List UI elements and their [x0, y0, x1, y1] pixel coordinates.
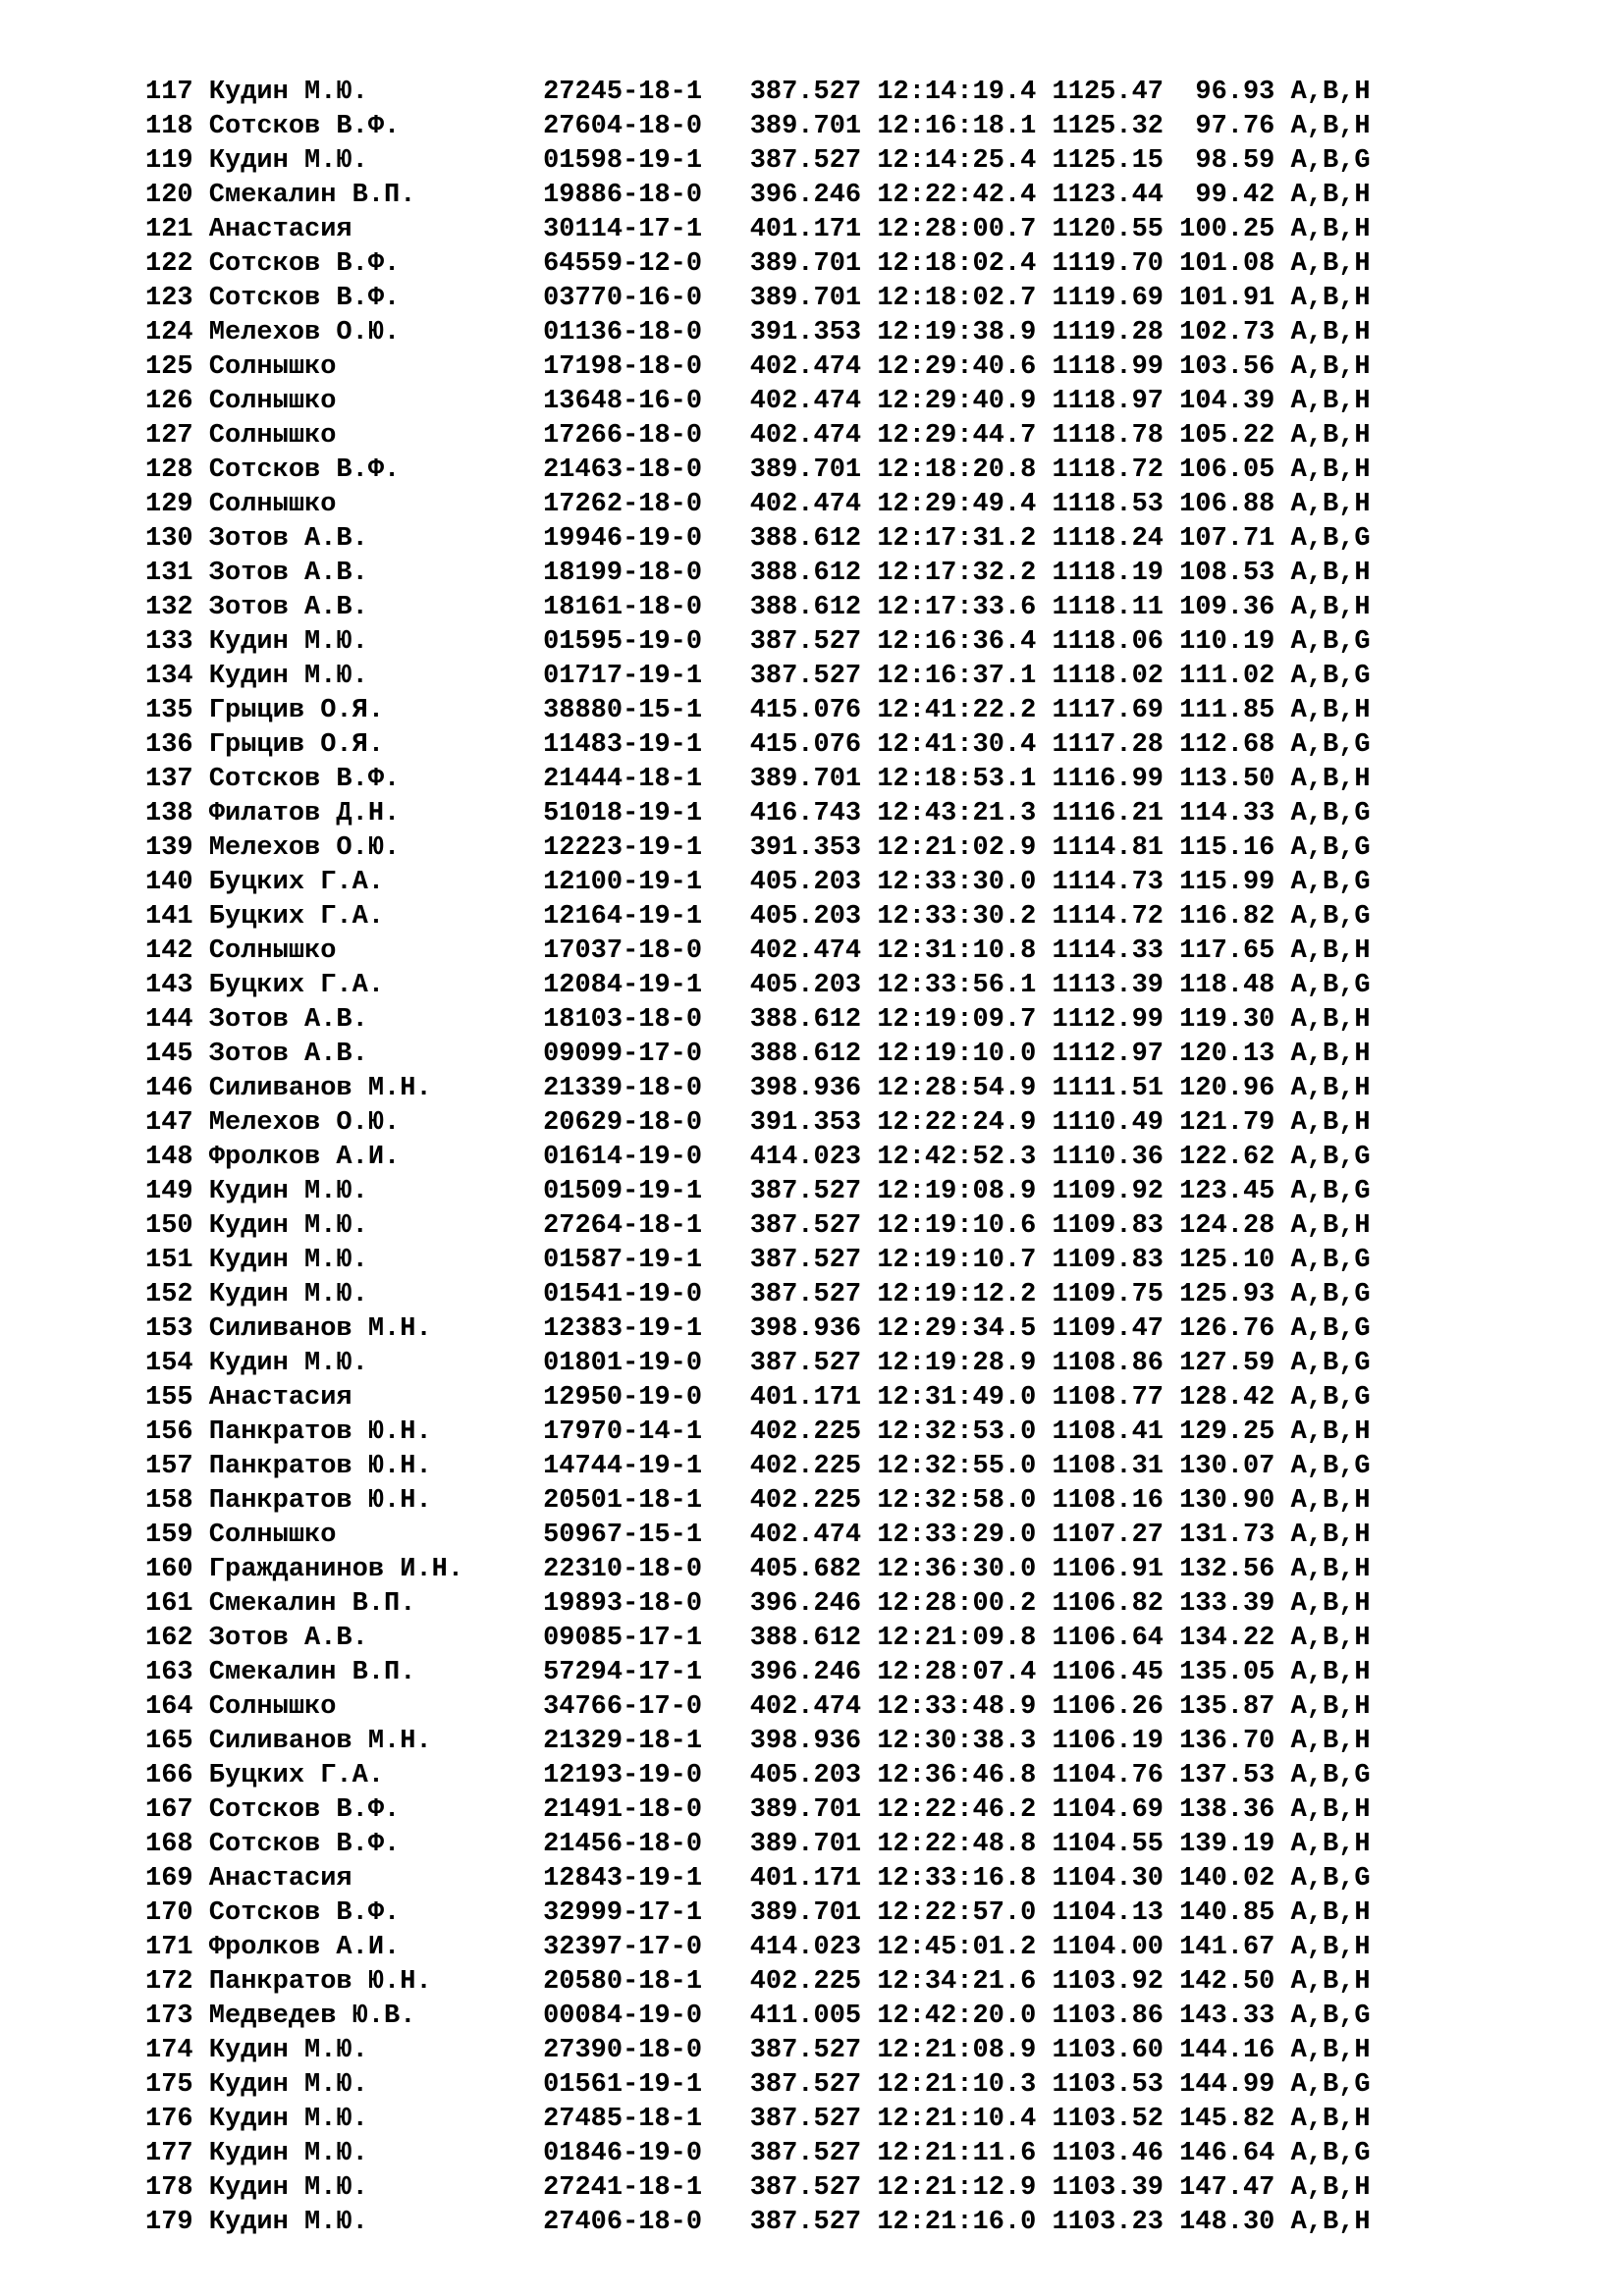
table-row: 158 Панкратов Ю.Н. 20501-18-1 402.225 12:32:58.0 1108.16 130.90 A,B,H: [145, 1486, 1371, 1516]
table-row: 172 Панкратов Ю.Н. 20580-18-1 402.225 12:34:21.6 1103.92 142.50 A,B,H: [145, 1967, 1371, 1997]
table-row: 142 Солнышко 17037-18-0 402.474 12:31:10.8 1114.33 117.65 A,B,H: [145, 936, 1371, 966]
table-row: 122 Сотсков В.Ф. 64559-12-0 389.701 12:18:02.4 1119.70 101.08 A,B,H: [145, 249, 1371, 279]
table-row: 146 Силиванов М.Н. 21339-18-0 398.936 12:28:54.9 1111.51 120.96 A,B,H: [145, 1074, 1371, 1103]
table-row: 152 Кудин М.Ю. 01541-19-0 387.527 12:19:12.2 1109.75 125.93 A,B,G: [145, 1280, 1371, 1309]
table-row: 153 Силиванов М.Н. 12383-19-1 398.936 12:29:34.5 1109.47 126.76 A,B,G: [145, 1314, 1371, 1344]
table-row: 173 Медведев Ю.В. 00084-19-0 411.005 12:42:20.0 1103.86 143.33 A,B,G: [145, 2002, 1371, 2031]
table-row: 126 Солнышко 13648-16-0 402.474 12:29:40.9 1118.97 104.39 A,B,H: [145, 387, 1371, 416]
table-row: 133 Кудин М.Ю. 01595-19-0 387.527 12:16:36.4 1118.06 110.19 A,B,G: [145, 627, 1371, 657]
table-row: 121 Анастасия 30114-17-1 401.171 12:28:00.7 1120.55 100.25 A,B,H: [145, 215, 1371, 244]
table-row: 140 Буцких Г.А. 12100-19-1 405.203 12:33:30.0 1114.73 115.99 A,B,G: [145, 868, 1371, 897]
table-row: 129 Солнышко 17262-18-0 402.474 12:29:49.4 1118.53 106.88 A,B,H: [145, 490, 1371, 519]
table-row: 128 Сотсков В.Ф. 21463-18-0 389.701 12:18:20.8 1118.72 106.05 A,B,H: [145, 455, 1371, 485]
table-row: 167 Сотсков В.Ф. 21491-18-0 389.701 12:22:46.2 1104.69 138.36 A,B,H: [145, 1795, 1371, 1825]
table-row: 156 Панкратов Ю.Н. 17970-14-1 402.225 12:32:53.0 1108.41 129.25 A,B,H: [145, 1417, 1371, 1447]
table-row: 178 Кудин М.Ю. 27241-18-1 387.527 12:21:12.9 1103.39 147.47 A,B,H: [145, 2173, 1371, 2203]
table-row: 145 Зотов А.В. 09099-17-0 388.612 12:19:10.0 1112.97 120.13 A,B,H: [145, 1040, 1371, 1069]
table-row: 171 Фролков А.И. 32397-17-0 414.023 12:45:01.2 1104.00 141.67 A,B,H: [145, 1933, 1371, 1962]
table-row: 162 Зотов А.В. 09085-17-1 388.612 12:21:09.8 1106.64 134.22 A,B,H: [145, 1624, 1371, 1653]
table-row: 165 Силиванов М.Н. 21329-18-1 398.936 12:30:38.3 1106.19 136.70 A,B,H: [145, 1727, 1371, 1756]
table-row: 157 Панкратов Ю.Н. 14744-19-1 402.225 12:32:55.0 1108.31 130.07 A,B,G: [145, 1452, 1371, 1481]
table-row: 169 Анастасия 12843-19-1 401.171 12:33:16.8 1104.30 140.02 A,B,G: [145, 1864, 1371, 1894]
results-table: [145, 76, 1559, 2240]
table-row: 127 Солнышко 17266-18-0 402.474 12:29:44.7 1118.78 105.22 A,B,H: [145, 421, 1371, 451]
table-row: 125 Солнышко 17198-18-0 402.474 12:29:40.6 1118.99 103.56 A,B,H: [145, 352, 1371, 382]
table-row: 119 Кудин М.Ю. 01598-19-1 387.527 12:14:25.4 1125.15 98.59 A,B,G: [145, 146, 1371, 176]
table-row: 168 Сотсков В.Ф. 21456-18-0 389.701 12:22:48.8 1104.55 139.19 A,B,H: [145, 1830, 1371, 1859]
table-row: 118 Сотсков В.Ф. 27604-18-0 389.701 12:16:18.1 1125.32 97.76 A,B,H: [145, 112, 1371, 141]
table-row: 179 Кудин М.Ю. 27406-18-0 387.527 12:21:16.0 1103.23 148.30 A,B,H: [145, 2208, 1371, 2237]
table-row: 144 Зотов А.В. 18103-18-0 388.612 12:19:09.7 1112.99 119.30 A,B,H: [145, 1005, 1371, 1035]
table-row: 166 Буцких Г.А. 12193-19-0 405.203 12:36:46.8 1104.76 137.53 A,B,G: [145, 1761, 1371, 1790]
table-row: 164 Солнышко 34766-17-0 402.474 12:33:48.9 1106.26 135.87 A,B,H: [145, 1692, 1371, 1722]
table-row: 141 Буцких Г.А. 12164-19-1 405.203 12:33:30.2 1114.72 116.82 A,B,G: [145, 902, 1371, 932]
table-row: 148 Фролков А.И. 01614-19-0 414.023 12:42:52.3 1110.36 122.62 A,B,G: [145, 1143, 1371, 1172]
table-row: 139 Мелехов О.Ю. 12223-19-1 391.353 12:21:02.9 1114.81 115.16 A,B,G: [145, 833, 1371, 863]
table-row: 143 Буцких Г.А. 12084-19-1 405.203 12:33:56.1 1113.39 118.48 A,B,G: [145, 971, 1371, 1000]
table-row: 124 Мелехов О.Ю. 01136-18-0 391.353 12:19:38.9 1119.28 102.73 A,B,H: [145, 318, 1371, 347]
table-row: 136 Грыцив О.Я. 11483-19-1 415.076 12:41:30.4 1117.28 112.68 A,B,G: [145, 730, 1371, 760]
table-row: 150 Кудин М.Ю. 27264-18-1 387.527 12:19:10.6 1109.83 124.28 A,B,H: [145, 1211, 1371, 1241]
table-row: 175 Кудин М.Ю. 01561-19-1 387.527 12:21:10.3 1103.53 144.99 A,B,G: [145, 2070, 1371, 2100]
table-row: 132 Зотов А.В. 18161-18-0 388.612 12:17:33.6 1118.11 109.36 A,B,H: [145, 593, 1371, 622]
table-row: 130 Зотов А.В. 19946-19-0 388.612 12:17:31.2 1118.24 107.71 A,B,G: [145, 524, 1371, 554]
table-row: 155 Анастасия 12950-19-0 401.171 12:31:49.0 1108.77 128.42 A,B,G: [145, 1383, 1371, 1413]
table-row: 174 Кудин М.Ю. 27390-18-0 387.527 12:21:08.9 1103.60 144.16 A,B,H: [145, 2036, 1371, 2065]
table-row: 134 Кудин М.Ю. 01717-19-1 387.527 12:16:37.1 1118.02 111.02 A,B,G: [145, 662, 1371, 691]
table-row: 131 Зотов А.В. 18199-18-0 388.612 12:17:32.2 1118.19 108.53 A,B,H: [145, 559, 1371, 588]
table-row: 151 Кудин М.Ю. 01587-19-1 387.527 12:19:10.7 1109.83 125.10 A,B,G: [145, 1246, 1371, 1275]
table-row: 159 Солнышко 50967-15-1 402.474 12:33:29.0 1107.27 131.73 A,B,H: [145, 1521, 1371, 1550]
table-row: 176 Кудин М.Ю. 27485-18-1 387.527 12:21:10.4 1103.52 145.82 A,B,H: [145, 2105, 1371, 2134]
table-row: 123 Сотсков В.Ф. 03770-16-0 389.701 12:18:02.7 1119.69 101.91 A,B,H: [145, 284, 1371, 313]
table-row: 170 Сотсков В.Ф. 32999-17-1 389.701 12:22:57.0 1104.13 140.85 A,B,H: [145, 1898, 1371, 1928]
table-row: 120 Смекалин В.П. 19886-18-0 396.246 12:22:42.4 1123.44 99.42 A,B,H: [145, 181, 1371, 210]
table-row: 138 Филатов Д.Н. 51018-19-1 416.743 12:43:21.3 1116.21 114.33 A,B,G: [145, 799, 1371, 828]
table-row: 137 Сотсков В.Ф. 21444-18-1 389.701 12:18:53.1 1116.99 113.50 A,B,H: [145, 765, 1371, 794]
table-row: 161 Смекалин В.П. 19893-18-0 396.246 12:28:00.2 1106.82 133.39 A,B,H: [145, 1589, 1371, 1619]
table-row: 135 Грыцив О.Я. 38880-15-1 415.076 12:41:22.2 1117.69 111.85 A,B,H: [145, 696, 1371, 725]
table-row: 160 Гражданинов И.Н. 22310-18-0 405.682 12:36:30.0 1106.91 132.56 A,B,H: [145, 1555, 1371, 1584]
table-row: 149 Кудин М.Ю. 01509-19-1 387.527 12:19:08.9 1109.92 123.45 A,B,G: [145, 1177, 1371, 1206]
table-row: 177 Кудин М.Ю. 01846-19-0 387.527 12:21:11.6 1103.46 146.64 A,B,G: [145, 2139, 1371, 2168]
table-row: 154 Кудин М.Ю. 01801-19-0 387.527 12:19:28.9 1108.86 127.59 A,B,G: [145, 1349, 1371, 1378]
table-row: 117 Кудин М.Ю. 27245-18-1 387.527 12:14:19.4 1125.47 96.93 A,B,H: [145, 78, 1371, 107]
table-row: 147 Мелехов О.Ю. 20629-18-0 391.353 12:22:24.9 1110.49 121.79 A,B,H: [145, 1108, 1371, 1138]
table-row: 163 Смекалин В.П. 57294-17-1 396.246 12:28:07.4 1106.45 135.05 A,B,H: [145, 1658, 1371, 1687]
